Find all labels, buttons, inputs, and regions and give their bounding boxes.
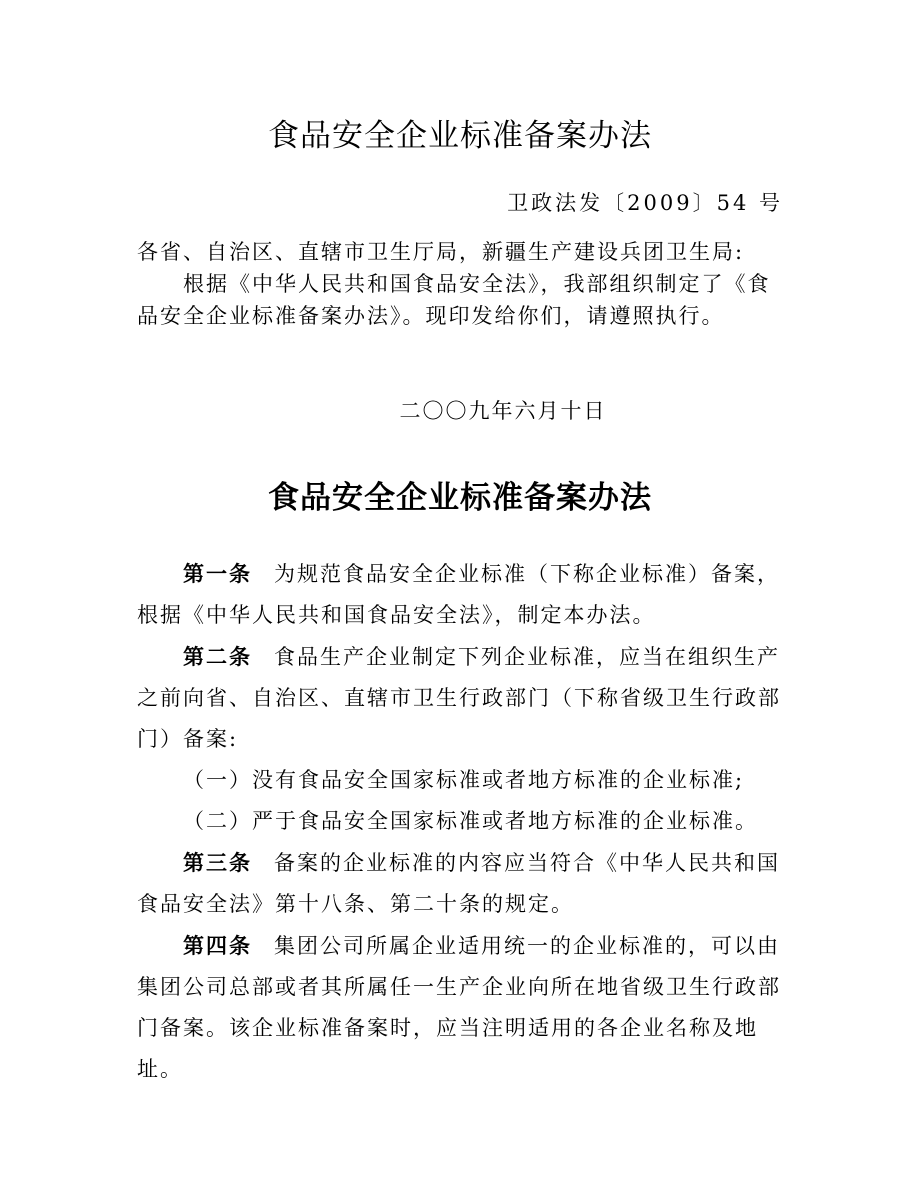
regulation-title: 食品安全企业标准备案办法 — [268, 480, 652, 516]
article-4 — [137, 925, 785, 1090]
article-2-item-2: （二）严于食品安全国家标准或者地方标准的企业标准。 — [183, 809, 758, 833]
article-text: 为规范食品安全企业标准（下称企业标准）备案，根据《中华人民共和国食品安全法》，制定本办法。 — [137, 562, 780, 627]
article-2 — [137, 636, 785, 760]
article-2-item-1: （一）没有食品安全国家标准或者地方标准的企业标准; — [183, 768, 745, 792]
regulation-body — [137, 553, 785, 1090]
document-number: 卫政法发〔2009〕54 号 — [507, 191, 783, 215]
article-label: 第四条 — [183, 933, 252, 958]
document-title: 食品安全企业标准备案办法 — [268, 118, 652, 154]
article-text: 集团公司所属企业适用统一的企业标准的，可以由集团公司总部或者其所属任一生产企业向所在地省级卫生行政部门备案。该企业标准备案时，应当注明适用的各企业名称及地址。 — [137, 934, 781, 1081]
article-label: 第一条 — [183, 561, 252, 586]
article-text: 食品生产企业制定下列企业标准，应当在组织生产之前向省、自治区、直辖市卫生行政部门（下称省级卫生行政部门）备案: — [137, 645, 781, 751]
notice-block — [137, 236, 785, 332]
article-3 — [137, 842, 785, 925]
article-label: 第三条 — [183, 850, 252, 875]
notice-addressee: 各省、自治区、直辖市卫生厅局，新疆生产建设兵团卫生局: — [137, 240, 745, 264]
article-text: 备案的企业标准的内容应当符合《中华人民共和国食品安全法》第十八条、第二十条的规定。 — [137, 851, 780, 916]
article-label: 第二条 — [183, 644, 252, 669]
notice-text: 根据《中华人民共和国食品安全法》，我部组织制定了《食品安全企业标准备案办法》。现印发给你们，请遵照执行。 — [137, 272, 771, 328]
article-1 — [137, 553, 785, 636]
notice-date: 二〇〇九年六月十日 — [399, 399, 607, 423]
